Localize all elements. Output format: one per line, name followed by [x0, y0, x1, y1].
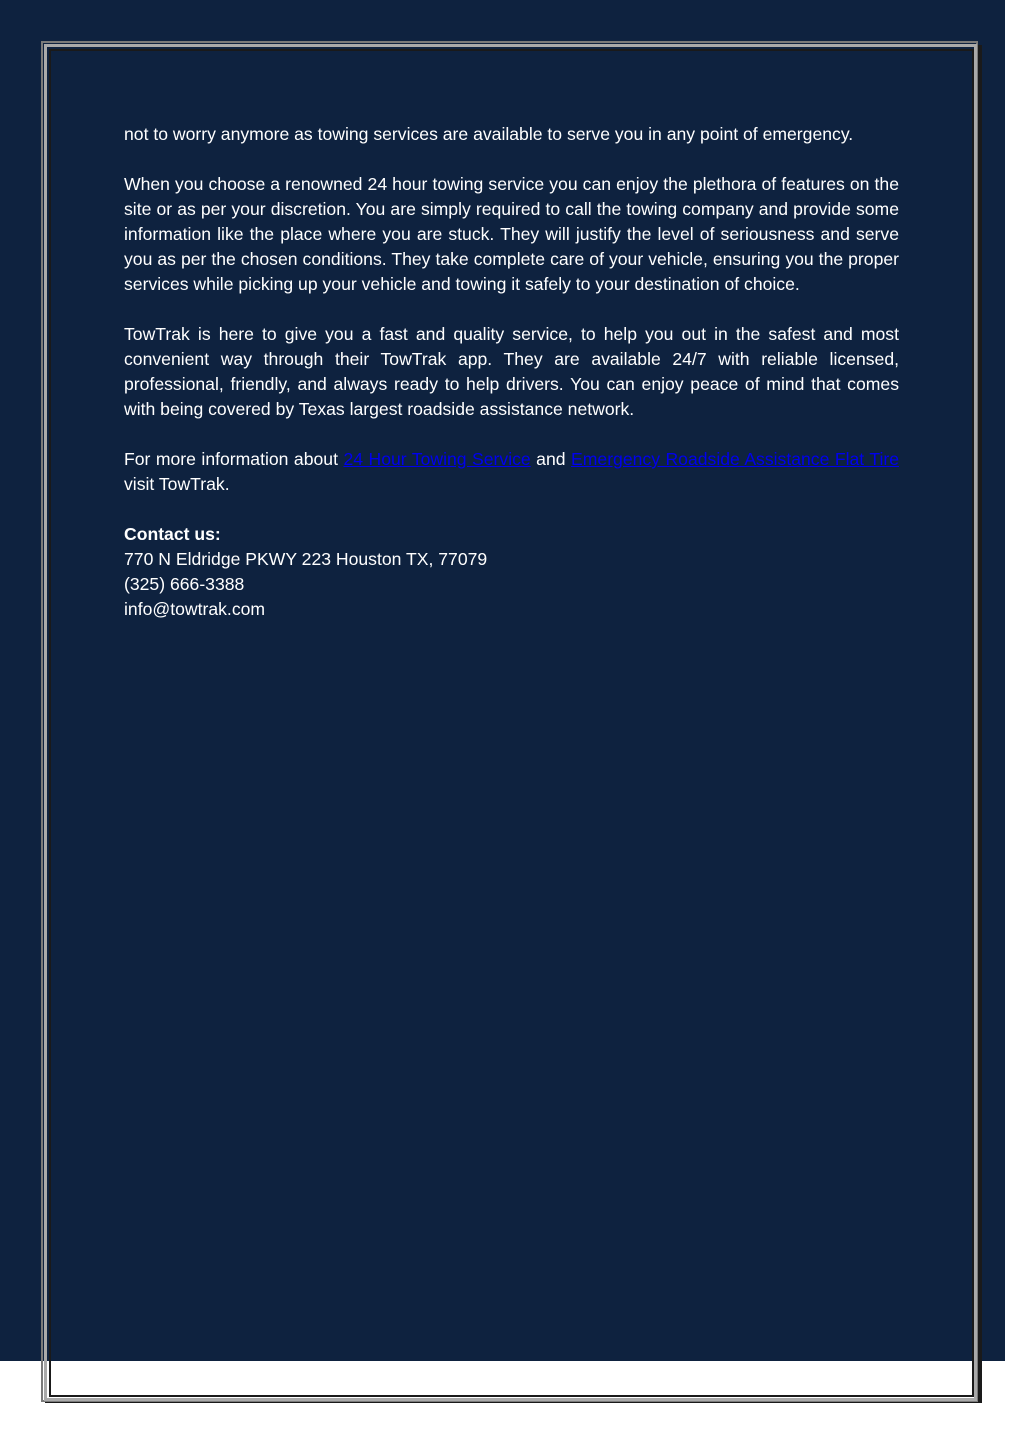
paragraph-emergency: not to worry anymore as towing services are available to serve you in any point of emergency.	[124, 124, 854, 144]
contact-address: 770 N Eldridge PKWY 223 Houston TX, 77079	[124, 549, 488, 569]
paragraph-towing-service: When you choose a renowned 24 hour towing service you can enjoy the plethora of features on the site or as per your discretion. You are simply required to call the towing company and provide some information like the place where you are stuck. They will justify the level of seriousness and serve you as per the chosen conditions. They take complete care of your vehicle, ensuring you the proper services while picking up your vehicle and towing it safely to your destination of choice.	[124, 174, 899, 294]
contact-email: info@towtrak.com	[124, 599, 266, 619]
link-24-hour-towing-service[interactable]: 24 Hour Towing Service	[343, 449, 531, 469]
paragraph-towtrak: TowTrak is here to give you a fast and quality service, to help you out in the safest and most convenient way through their TowTrak app. They are available 24/7 with reliable licensed, professional, friendly, and always ready to help drivers. You can enjoy peace of mind that comes with being covered by Texas largest roadside assistance network.	[124, 324, 899, 419]
contact-block	[124, 522, 899, 622]
contact-heading: Contact us:	[124, 524, 221, 544]
contact-phone: (325) 666-3388	[124, 574, 245, 594]
link-emergency-roadside-assistance[interactable]: Emergency Roadside Assistance Flat Tire	[571, 449, 899, 469]
document-body	[124, 122, 899, 622]
info-prefix: For more information about	[124, 449, 344, 469]
info-suffix: visit TowTrak.	[124, 474, 230, 494]
frame-shadow-right	[978, 45, 982, 1403]
info-middle: and	[530, 449, 572, 469]
paragraph-more-info	[124, 447, 899, 497]
